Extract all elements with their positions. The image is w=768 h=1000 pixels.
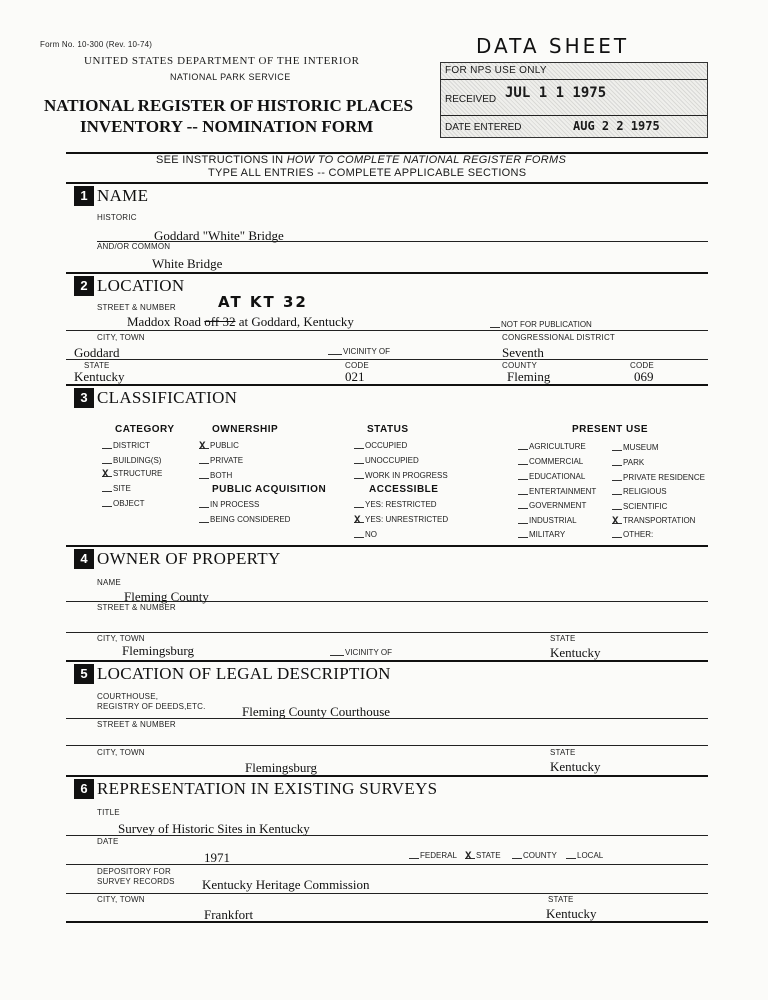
section-4-title: OWNER OF PROPERTY bbox=[97, 549, 281, 568]
use-park[interactable]: PARK bbox=[612, 458, 644, 467]
handwritten-annotation: AT KT 32 bbox=[218, 293, 308, 311]
survey-title-label: TITLE bbox=[97, 808, 120, 817]
use-agriculture[interactable]: AGRICULTURE bbox=[518, 442, 586, 451]
category-district[interactable]: DISTRICT bbox=[102, 441, 150, 450]
service-name: NATIONAL PARK SERVICE bbox=[170, 72, 291, 82]
ownership-public-x-mark: X bbox=[199, 441, 206, 453]
survey-title-value: Survey of Historic Sites in Kentucky bbox=[118, 821, 310, 836]
legal-state-label: STATE bbox=[550, 748, 576, 757]
level-state[interactable]: X STATE bbox=[465, 851, 501, 863]
use-other[interactable]: OTHER: bbox=[612, 530, 653, 539]
category-site[interactable]: SITE bbox=[102, 484, 131, 493]
vicinity-of: VICINITY OF bbox=[328, 347, 390, 356]
county-label: COUNTY bbox=[502, 361, 537, 370]
survey-city-label: CITY, TOWN bbox=[97, 895, 145, 904]
legal-street-label: STREET & NUMBER bbox=[97, 720, 176, 729]
status-occupied[interactable]: OCCUPIED bbox=[354, 441, 407, 450]
department-name: UNITED STATES DEPARTMENT OF THE INTERIOR bbox=[84, 55, 360, 67]
use-private-residence[interactable]: PRIVATE RESIDENCE bbox=[612, 473, 705, 482]
state-value: Kentucky bbox=[74, 369, 125, 384]
state-code-value: 021 bbox=[345, 369, 365, 384]
depository-label-1: DEPOSITORY FOR bbox=[97, 867, 171, 876]
section-4-number: 4 bbox=[74, 549, 94, 569]
use-industrial[interactable]: INDUSTRIAL bbox=[518, 516, 577, 525]
nps-use-label: FOR NPS USE ONLY bbox=[445, 65, 547, 76]
level-federal[interactable]: FEDERAL bbox=[409, 851, 457, 860]
level-state-x-mark: X bbox=[465, 851, 472, 863]
ownership-private[interactable]: PRIVATE bbox=[199, 456, 243, 465]
section-5-number: 5 bbox=[74, 664, 94, 684]
use-transportation-x-mark: X bbox=[612, 516, 619, 528]
owner-state-value: Kentucky bbox=[550, 645, 601, 660]
survey-state-value: Kentucky bbox=[546, 906, 597, 921]
section-2-number: 2 bbox=[74, 276, 94, 296]
owner-vicinity-of: VICINITY OF bbox=[330, 648, 392, 657]
survey-date-value: 1971 bbox=[204, 850, 230, 865]
county-code-value: 069 bbox=[634, 369, 654, 384]
section-6-title: REPRESENTATION IN EXISTING SURVEYS bbox=[97, 779, 438, 798]
accessible-heading: ACCESSIBLE bbox=[369, 484, 439, 495]
status-unoccupied[interactable]: UNOCCUPIED bbox=[354, 456, 419, 465]
owner-name-label: NAME bbox=[97, 578, 121, 587]
use-educational[interactable]: EDUCATIONAL bbox=[518, 472, 585, 481]
city-value: Goddard bbox=[74, 345, 120, 360]
category-object[interactable]: OBJECT bbox=[102, 499, 145, 508]
survey-date-label: DATE bbox=[97, 837, 119, 846]
use-entertainment[interactable]: ENTERTAINMENT bbox=[518, 487, 596, 496]
category-structure-x-mark: X bbox=[102, 469, 109, 481]
accessible-restricted[interactable]: YES: RESTRICTED bbox=[354, 500, 437, 509]
form-number: Form No. 10-300 (Rev. 10-74) bbox=[40, 40, 153, 49]
legal-city-label: CITY, TOWN bbox=[97, 748, 145, 757]
courthouse-value: Fleming County Courthouse bbox=[242, 704, 391, 719]
section-3-title: CLASSIFICATION bbox=[97, 388, 238, 407]
owner-city-value: Flemingsburg bbox=[122, 643, 194, 658]
status-work-in-progress[interactable]: WORK IN PROGRESS bbox=[354, 471, 448, 480]
category-buildings[interactable]: BUILDING(S) bbox=[102, 456, 161, 465]
use-commercial[interactable]: COMMERCIAL bbox=[518, 457, 583, 466]
accessible-no[interactable]: NO bbox=[354, 530, 377, 539]
use-military[interactable]: MILITARY bbox=[518, 530, 565, 539]
county-value: Fleming bbox=[507, 369, 551, 384]
owner-state-label: STATE bbox=[550, 634, 576, 643]
legal-state-value: Kentucky bbox=[550, 759, 601, 774]
legal-city-value: Flemingsburg bbox=[245, 760, 317, 775]
use-transportation[interactable]: X TRANSPORTATION bbox=[612, 516, 696, 528]
nps-use-box bbox=[440, 62, 708, 138]
congressional-district-label: CONGRESSIONAL DISTRICT bbox=[502, 333, 616, 342]
use-museum[interactable]: MUSEUM bbox=[612, 443, 659, 452]
accessible-unrestricted[interactable]: X YES: UNRESTRICTED bbox=[354, 515, 449, 527]
common-label: AND/OR COMMON bbox=[97, 242, 171, 251]
street-number-label: STREET & NUMBER bbox=[97, 303, 176, 312]
category-heading: CATEGORY bbox=[115, 424, 175, 435]
section-3-number: 3 bbox=[74, 388, 94, 408]
ownership-heading: OWNERSHIP bbox=[212, 424, 279, 435]
received-label: RECEIVED bbox=[445, 94, 497, 105]
use-religious[interactable]: RELIGIOUS bbox=[612, 487, 667, 496]
survey-city-value: Frankfort bbox=[204, 907, 254, 922]
date-entered-stamp: AUG 2 2 1975 bbox=[573, 119, 660, 133]
category-structure[interactable]: X STRUCTURE bbox=[102, 469, 163, 481]
level-county[interactable]: COUNTY bbox=[512, 851, 557, 860]
acquisition-in-process[interactable]: IN PROCESS bbox=[199, 500, 259, 509]
acquisition-being-considered[interactable]: BEING CONSIDERED bbox=[199, 515, 290, 524]
historic-name-value: Goddard "White" Bridge bbox=[154, 228, 284, 243]
ownership-public[interactable]: X PUBLIC bbox=[199, 441, 239, 453]
historic-label: HISTORIC bbox=[97, 213, 137, 222]
form-title-line2: INVENTORY -- NOMINATION FORM bbox=[80, 117, 374, 136]
owner-city-label: CITY, TOWN bbox=[97, 634, 145, 643]
present-use-heading: PRESENT USE bbox=[572, 424, 649, 435]
survey-state-label: STATE bbox=[548, 895, 574, 904]
received-date-stamp: JUL 1 1 1975 bbox=[505, 85, 607, 101]
section-6-number: 6 bbox=[74, 779, 94, 799]
county-code-label: CODE bbox=[630, 361, 654, 370]
code-label: CODE bbox=[345, 361, 369, 370]
section-1-number: 1 bbox=[74, 186, 94, 206]
use-scientific[interactable]: SCIENTIFIC bbox=[612, 502, 667, 511]
courthouse-label-2: REGISTRY OF DEEDS,ETC. bbox=[97, 702, 206, 711]
depository-value: Kentucky Heritage Commission bbox=[202, 877, 370, 892]
section-1-title: NAME bbox=[97, 186, 149, 205]
section-5-title: LOCATION OF LEGAL DESCRIPTION bbox=[97, 664, 391, 683]
congressional-district-value: Seventh bbox=[502, 345, 544, 360]
status-heading: STATUS bbox=[367, 424, 409, 435]
courthouse-label-1: COURTHOUSE, bbox=[97, 692, 159, 701]
ownership-both[interactable]: BOTH bbox=[199, 471, 232, 480]
owner-street-label: STREET & NUMBER bbox=[97, 603, 176, 612]
form-title-line1: NATIONAL REGISTER OF HISTORIC PLACES bbox=[44, 96, 414, 115]
depository-label-2: SURVEY RECORDS bbox=[97, 877, 175, 886]
level-local[interactable]: LOCAL bbox=[566, 851, 603, 860]
section-2-title: LOCATION bbox=[97, 276, 185, 295]
city-town-label: CITY, TOWN bbox=[97, 333, 145, 342]
date-entered-label: DATE ENTERED bbox=[445, 122, 522, 133]
instructions-line2: TYPE ALL ENTRIES -- COMPLETE APPLICABLE SECTIONS bbox=[208, 167, 527, 179]
common-name-value: White Bridge bbox=[152, 256, 223, 271]
instructions-line1: SEE INSTRUCTIONS IN HOW TO COMPLETE NATIONAL REGISTER FORMS bbox=[156, 154, 567, 166]
use-government[interactable]: GOVERNMENT bbox=[518, 501, 586, 510]
public-acquisition-heading: PUBLIC ACQUISITION bbox=[212, 484, 327, 495]
not-for-publication: NOT FOR PUBLICATION bbox=[490, 320, 592, 329]
accessible-unrestricted-x-mark: X bbox=[354, 515, 361, 527]
owner-name-value: Fleming County bbox=[124, 589, 209, 604]
street-address-value: Maddox Road off 32 at Goddard, Kentucky bbox=[127, 314, 354, 329]
data-sheet-heading: DATA SHEET bbox=[476, 34, 630, 58]
state-label: STATE bbox=[84, 361, 110, 370]
